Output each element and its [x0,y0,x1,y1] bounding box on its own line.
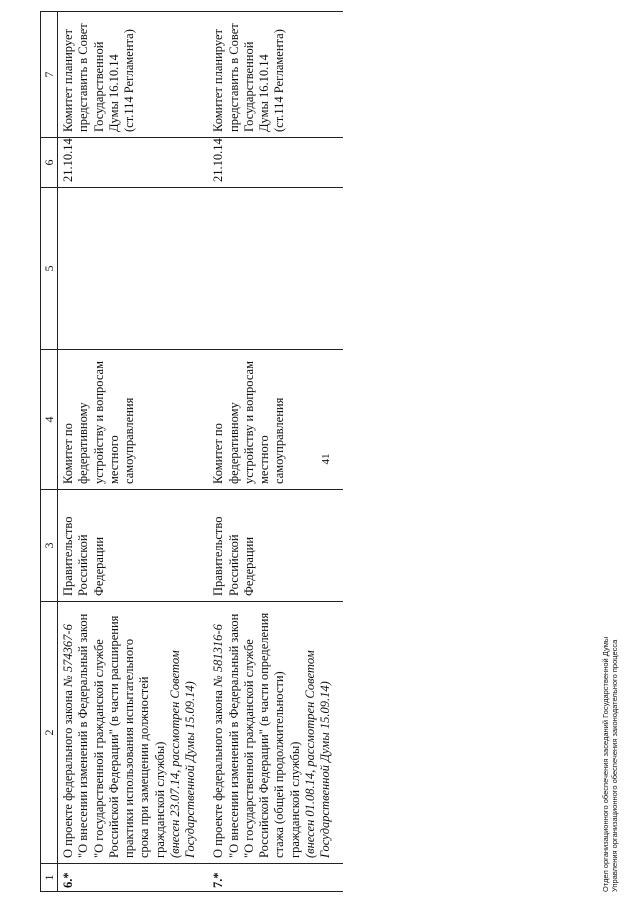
date-cell: 21.10.14 [208,138,343,188]
page-footer [601,12,631,892]
table-row [58,12,209,892]
row-number: 6.* [58,864,209,892]
status-cell: Комитет планирует представить в Совет Государственной Думы 16.10.14 (ст.114 Регламента) [208,12,343,138]
bill-title: "О внесении изменений в Федеральный закон "О государственной гражданской службе Российской Федерации" (в части определения стажа (общей продолжительности) гражданской службы) [226,612,302,858]
committee-cell: Комитет по федеративному устройству и вопросам местного самоуправления [58,350,209,490]
bill-number: № 574367-6 [61,624,75,687]
bills-table [40,11,343,892]
bill-description-cell [208,602,343,864]
column-5-cell [58,188,209,350]
bill-note: (внесен 01.08.14, рассмотрен Советом Государственной Думы 15.09.14) [302,650,332,858]
table-row [208,12,343,892]
page-number: 41 [320,453,332,465]
column-header: 3 [41,490,58,602]
date-cell: 21.10.14 [58,138,209,188]
column-header: 7 [41,12,58,138]
column-header: 1 [41,864,58,892]
column-header: 2 [41,602,58,864]
bill-title: "О внесении изменений в Федеральный закон "О государственной гражданской службе Российской Федерации" (в части расширения практики использования испытательного срока при замещении должностей гражданской службы) [76,613,167,858]
column-header: 4 [41,350,58,490]
rotated-page-content [40,12,600,892]
status-cell: Комитет планирует представить в Совет Государственной Думы 16.10.14 (ст.114 Регламента) [58,12,209,138]
footer-line: Отдел организационного обеспечения заседаний Государственной Думы [601,636,610,892]
row-number: 7.* [208,864,343,892]
column-header: 6 [41,138,58,188]
bill-description-cell [58,602,209,864]
bill-note: (внесен 23.07.14, рассмотрен Советом Государственной Думы 15.09.14) [167,650,197,858]
column-5-cell [208,188,343,350]
initiator-cell: Правительство Российской Федерации [58,490,209,602]
footer-line: Управления организационного обеспечения законодательного процесса [610,639,620,892]
bill-lead-text: О проекте федерального закона [61,687,75,858]
bill-lead-text: О проекте федерального закона [211,687,226,858]
column-header: 5 [41,188,58,350]
initiator-cell: Правительство Российской Федерации [208,490,343,602]
bill-number: № 581316-6 [211,624,226,687]
header-row [41,12,58,892]
committee-cell: Комитет по федеративному устройству и вопросам местного самоуправления [208,350,343,490]
